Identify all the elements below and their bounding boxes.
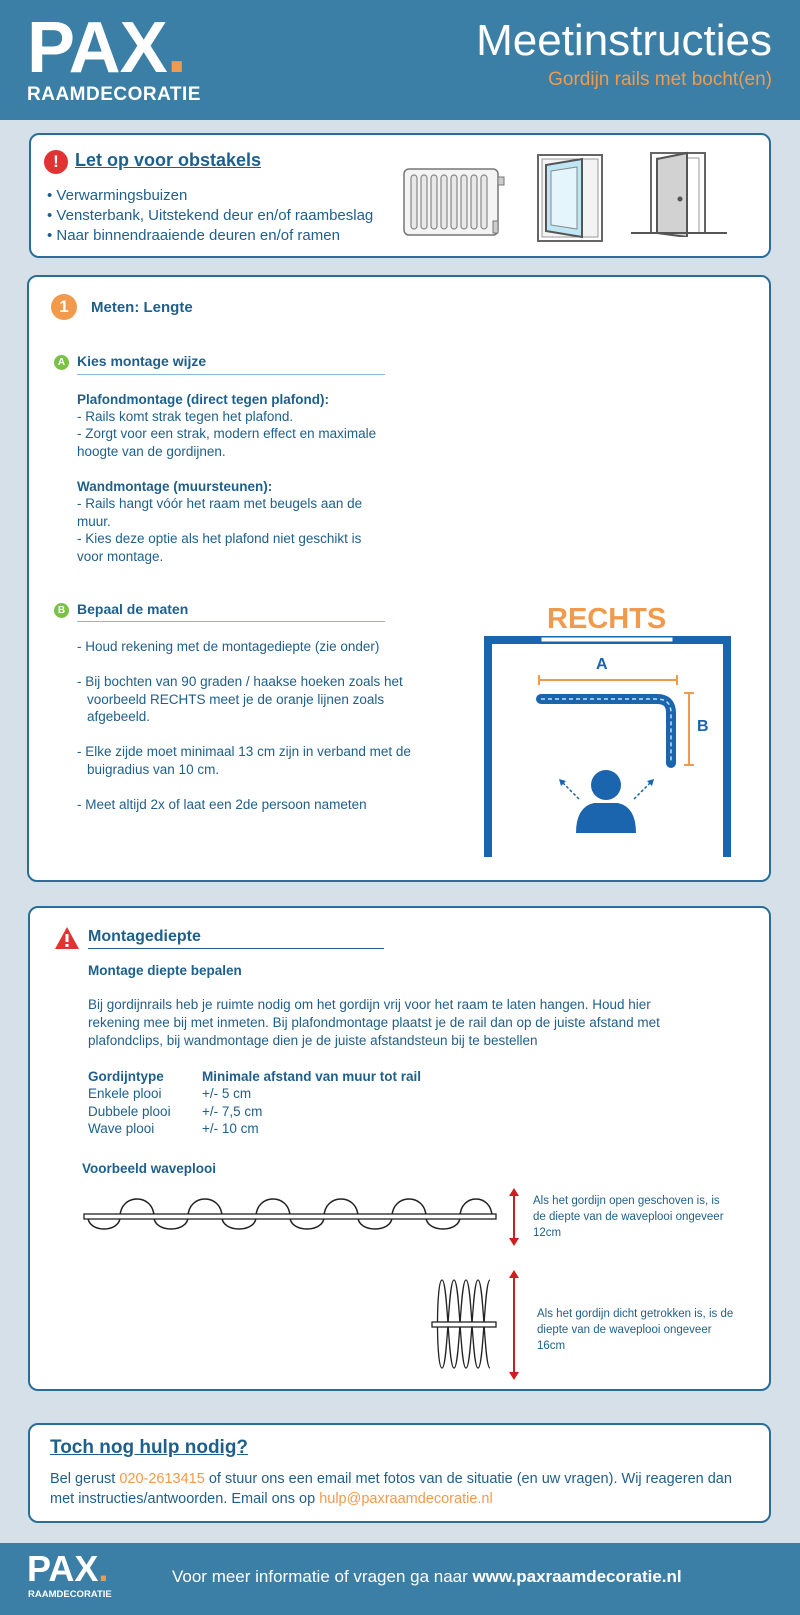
divider [77,374,385,375]
help-text: Bel gerust 020-2613415 of stuur ons een email met fotos van de situatie (en uw vragen). Wij reageren dan met instructies/antwoorden. Email ons op hulp@paxraamdecoratie.nl [50,1471,732,1507]
page-title: Meetinstructies [476,16,772,65]
obstacles-title: Let op voor obstakels [75,150,262,170]
divider [88,948,384,949]
wave-closed-illustration [430,1270,500,1380]
wall-line: voor montage. [77,549,164,564]
depth-paragraph: plafondclips, bij wandmontage dien je de juiste afstandsteun bij te bestellen [88,1033,538,1048]
pax-logo: PAX. [27,8,186,88]
table-cell: +/- 5 cm [202,1086,252,1101]
depth-subtitle: Montage diepte bepalen [88,963,242,978]
step-a-badge: A [54,355,69,370]
radiator-icon [401,163,509,241]
measure-tip: - Bij bochten van 90 graden / haakse hoeken zoals het [77,674,403,689]
ceiling-line: - Rails komt strak tegen het plafond. [77,409,294,424]
wall-line: - Rails hangt vóór het raam met beugels aan de [77,496,363,511]
website-link[interactable]: www.paxraamdecoratie.nl [472,1567,682,1586]
wave-open-note: Als het gordijn open geschoven is, is de diepte van de waveplooi ongeveer 12cm [533,1195,724,1239]
depth-title: Montagediepte [88,928,201,945]
ceiling-mount-title: Plafondmontage (direct tegen plafond): [77,392,329,407]
pax-logo-footer: PAX. [27,1548,109,1589]
divider [77,621,385,622]
measure-tip: afgebeeld. [87,709,151,724]
wall-line: - Kies deze optie als het plafond niet geschikt is [77,531,362,546]
phone-link[interactable]: 020-2613415 [119,1471,205,1487]
help-title: Toch nog hulp nodig? [50,1437,249,1458]
step-number-badge: 1 [51,294,77,320]
wave-closed-note: Als het gordijn dicht getrokken is, is de diepte van de waveplooi ongeveer 16cm [537,1308,734,1352]
measure-label-b: B [697,718,709,735]
ceiling-line: - Zorgt voor een strak, modern effect en maximale [77,426,377,441]
table-cell: +/- 7,5 cm [202,1104,263,1119]
measure-tip: voorbeeld RECHTS meet je de oranje lijnen zoals [87,692,385,707]
measure-card [27,275,771,882]
example-title: Voorbeeld waveplooi [82,1161,217,1176]
wall-mount-title: Wandmontage (muursteunen): [77,479,273,494]
obstacle-item: • Verwarmingsbuizen [47,187,188,204]
warning-icon: ! [44,150,68,174]
depth-card [28,906,771,1391]
page-footer [0,1543,800,1615]
depth-paragraph: rekening mee bij met inmeten. Bij plafondmontage plaatst je de rail dan op de juiste afstand met [88,1015,660,1030]
obstacle-item: • Vensterbank, Uitstekend deur en/of raambeslag [47,207,374,224]
logo-subtitle: RAAMDECORATIE [27,84,201,105]
logo-subtitle-footer: RAAMDECORATIE [28,1589,112,1600]
email-link[interactable]: hulp@paxraamdecoratie.nl [319,1491,493,1507]
ceiling-line: hoogte van de gordijnen. [77,444,226,459]
measure-label-a: A [596,656,608,673]
measure-title: Meten: Lengte [91,299,193,316]
open-door-icon [629,147,729,237]
warning-triangle-icon [54,926,80,950]
measure-tip: - Elke zijde moet minimaal 13 cm zijn in verband met de [77,744,411,759]
page-header [0,0,800,120]
obstacles-card [29,133,771,258]
open-window-icon [536,153,606,243]
table-cell: Wave plooi [88,1121,155,1136]
step-b-badge: B [54,603,69,618]
obstacle-item: • Naar binnendraaiende deuren en/of ramen [47,227,340,244]
table-cell: Dubbele plooi [88,1104,171,1119]
help-card [28,1423,771,1523]
measure-tip: buigradius van 10 cm. [87,762,220,777]
page-subtitle: Gordijn rails met bocht(en) [548,69,772,90]
depth-arrow-icon [504,1270,524,1382]
diagram-title: RECHTS [547,603,667,635]
table-cell: +/- 10 cm [202,1121,259,1136]
depth-paragraph: Bij gordijnrails heb je ruimte nodig om het gordijn vrij voor het raam te laten hangen. Houd hier [88,997,651,1012]
table-header: Gordijntype [88,1069,164,1084]
step-a-title: Kies montage wijze [77,353,207,369]
footer-text: Voor meer informatie of vragen ga naar www.paxraamdecoratie.nl [172,1567,682,1586]
measure-tip: - Houd rekening met de montagediepte (zie onder) [77,639,380,654]
depth-arrow-icon [504,1188,524,1248]
wall-line: muur. [77,514,111,529]
measure-tip: - Meet altijd 2x of laat een 2de persoon nameten [77,797,367,812]
table-header: Minimale afstand van muur tot rail [202,1069,422,1084]
wave-open-illustration [80,1188,500,1238]
step-b-title: Bepaal de maten [77,601,189,617]
table-cell: Enkele plooi [88,1086,162,1101]
corner-rail-diagram [479,635,739,857]
